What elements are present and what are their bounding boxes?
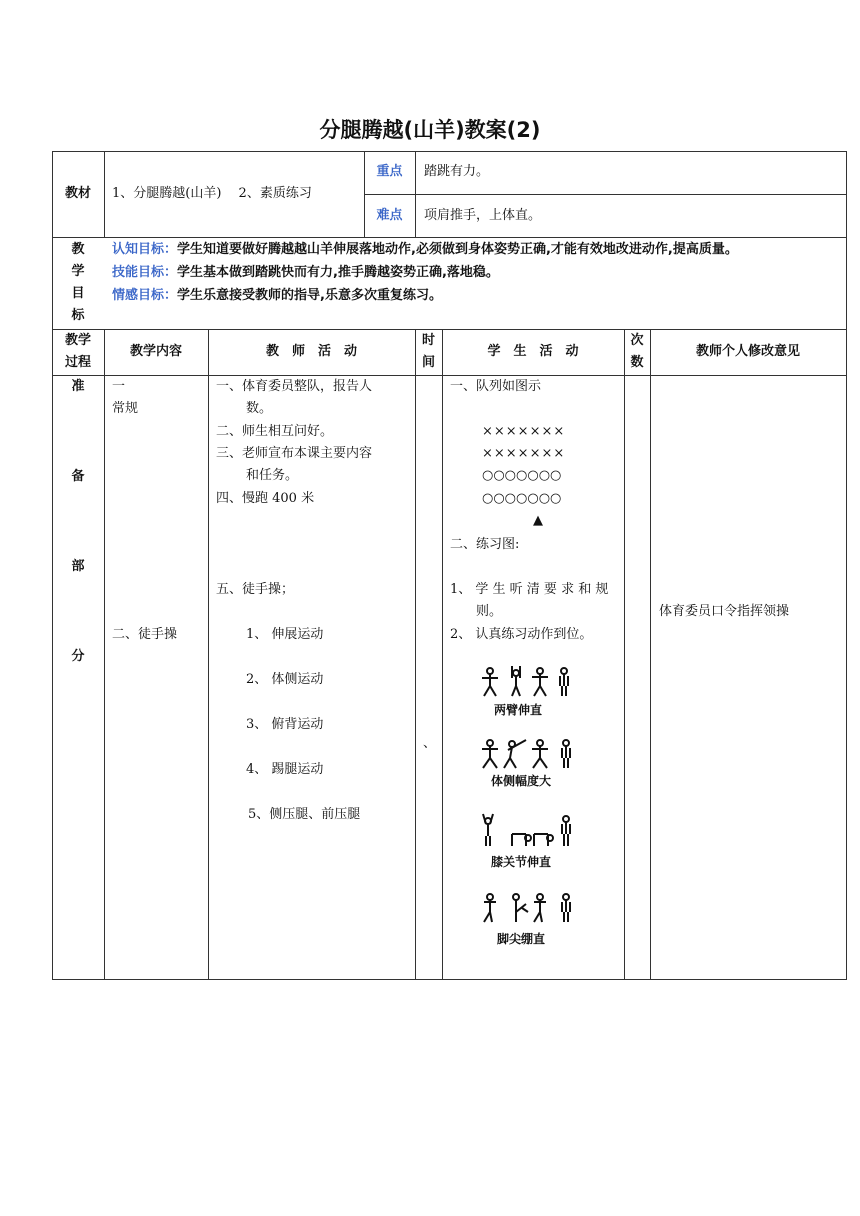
exercise-figure-arms [478,664,580,700]
content-item: 常规 [112,401,139,416]
teacher-line: 4、 踢腿运动 [246,762,324,777]
objective-affective: 情感目标：学生乐意接受教师的指导,乐意多次重复练习。 [112,288,442,303]
figure-label: 脚尖绷直 [497,932,546,946]
student-line: 二、练习图: [450,537,520,552]
student-line: 2、 认真练习动作到位。 [450,627,593,642]
teacher-line: 2、 体侧运动 [246,672,324,687]
student-line: 一、队列如图示 [450,379,542,394]
student-line: 1、 学 生 听 清 要 求 和 规 [450,582,609,597]
col-content: 教学内容 [129,344,182,359]
key-point-value: 踏跳有力。 [424,164,490,179]
time-mark: 、 [423,736,437,751]
teacher-line: 二、师生相互问好。 [216,424,334,439]
teacher-position-marker: ▲ [533,513,543,528]
content-item: 一 [112,379,126,394]
formation-row: ○○○○○○○ [482,491,562,506]
teacher-line: 和任务。 [246,468,299,483]
student-line: 则。 [476,604,503,619]
teacher-line: 四、慢跑 400 米 [216,491,315,506]
col-process: 教学 过程 [64,333,91,370]
content-item: 二、徒手操 [112,627,178,642]
figure-label: 膝关节伸直 [491,855,552,869]
figure-label: 两臂伸直 [494,703,543,717]
teacher-line: 五、徒手操； [216,582,295,597]
section-char: 部 [71,559,85,574]
formation-row: ××××××× [482,446,566,461]
teacher-line: 3、 俯背运动 [246,717,324,732]
teacher-line: 1、 伸展运动 [246,627,324,642]
col-comments: 教师个人修改意见 [695,344,800,359]
formation-row: ××××××× [482,424,566,439]
key-point-label: 重点 [376,164,403,179]
section-char: 分 [71,649,85,664]
teacher-comment: 体育委员口令指挥领操 [659,604,790,619]
objective-skill: 技能目标：学生基本做到踏跳快而有力,推手腾越姿势正确,落地稳。 [112,265,499,280]
teacher-line: 三、老师宣布本课主要内容 [216,446,373,461]
col-teacher-activity: 教 师 活 动 [265,344,357,359]
exercise-figure-kick [478,890,580,926]
material-label: 教材 [64,186,91,201]
objectives-label: 教 学 目 标 [71,242,85,323]
difficulty-value: 项肩推手，上体直。 [424,208,542,223]
material-value: 1、分腿腾越(山羊) 2、素质练习 [112,186,312,201]
teacher-line: 5、侧压腿、前压腿 [248,807,361,822]
exercise-figure-side-bend [478,736,580,772]
formation-row: ○○○○○○○ [482,468,562,483]
teacher-line: 一、体育委员整队，报告人 [216,379,373,394]
exercise-figure-back-bend [478,812,580,848]
difficulty-label: 难点 [376,208,403,223]
section-char: 备 [71,469,85,484]
col-time: 时 间 [421,333,435,370]
page-title: 分腿腾越(山羊)教案(2) [319,118,541,142]
section-char: 准 [71,379,85,394]
objective-cognitive: 认知目标：学生知道要做好腾越越山羊伸展落地动作,必须做到身体姿势正确,才能有效地改进动作,提高质量。 [112,242,738,257]
col-count: 次 数 [630,333,644,370]
teacher-line: 数。 [246,401,273,416]
col-student-activity: 学 生 活 动 [487,344,579,359]
figure-label: 体侧幅度大 [491,774,552,788]
